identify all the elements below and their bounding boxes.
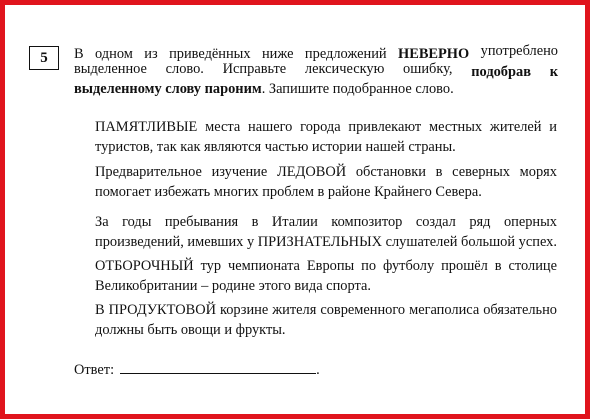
sentence-3: За годы пребывания в Италии композитор создал ряд оперных произведений, имевших у ПРИЗНАТЕЛЬНЫХ слушателей большой успех. — [95, 214, 557, 250]
answer-row — [74, 359, 320, 379]
task-instructions — [74, 43, 558, 99]
instructions-part-1: В одном из приведённых ниже предложений — [74, 46, 399, 62]
instructions-part-3: . Запишите подобранное слово. — [261, 81, 454, 97]
sentence-5: В ПРОДУКТОВОЙ корзине жителя современного мегаполиса обязательно должны быть овощи и фрукты. — [95, 302, 557, 338]
sentence-4: ОТБОРОЧНЫЙ тур чемпионата Европы по футболу прошёл в столице Великобритании – родине этого вида спорта. — [95, 258, 557, 294]
answer-end-period: . — [316, 362, 320, 378]
instructions-bold-paronym: подобрав к выделенному слову пароним — [74, 63, 558, 97]
answer-label: Ответ: — [74, 362, 115, 378]
sentence-2: Предварительное изучение ЛЕДОВОЙ обстановки в северных морях помогает избежать многих проблем в районе Крайнего Севера. — [95, 164, 557, 200]
sentence-1: ПАМЯТЛИВЫЕ места нашего города привлекают местных жителей и туристов, так как являются частью истории нашей страны. — [95, 119, 557, 155]
answer-field[interactable] — [120, 359, 316, 374]
instructions-bold-incorrect: НЕВЕРНО — [398, 46, 470, 62]
task-number: 5 — [40, 50, 48, 66]
instructions-part-2: употреблено выделенное слово. Исправьте лексическую ошибку, — [74, 43, 558, 77]
task-number-box — [29, 46, 59, 70]
